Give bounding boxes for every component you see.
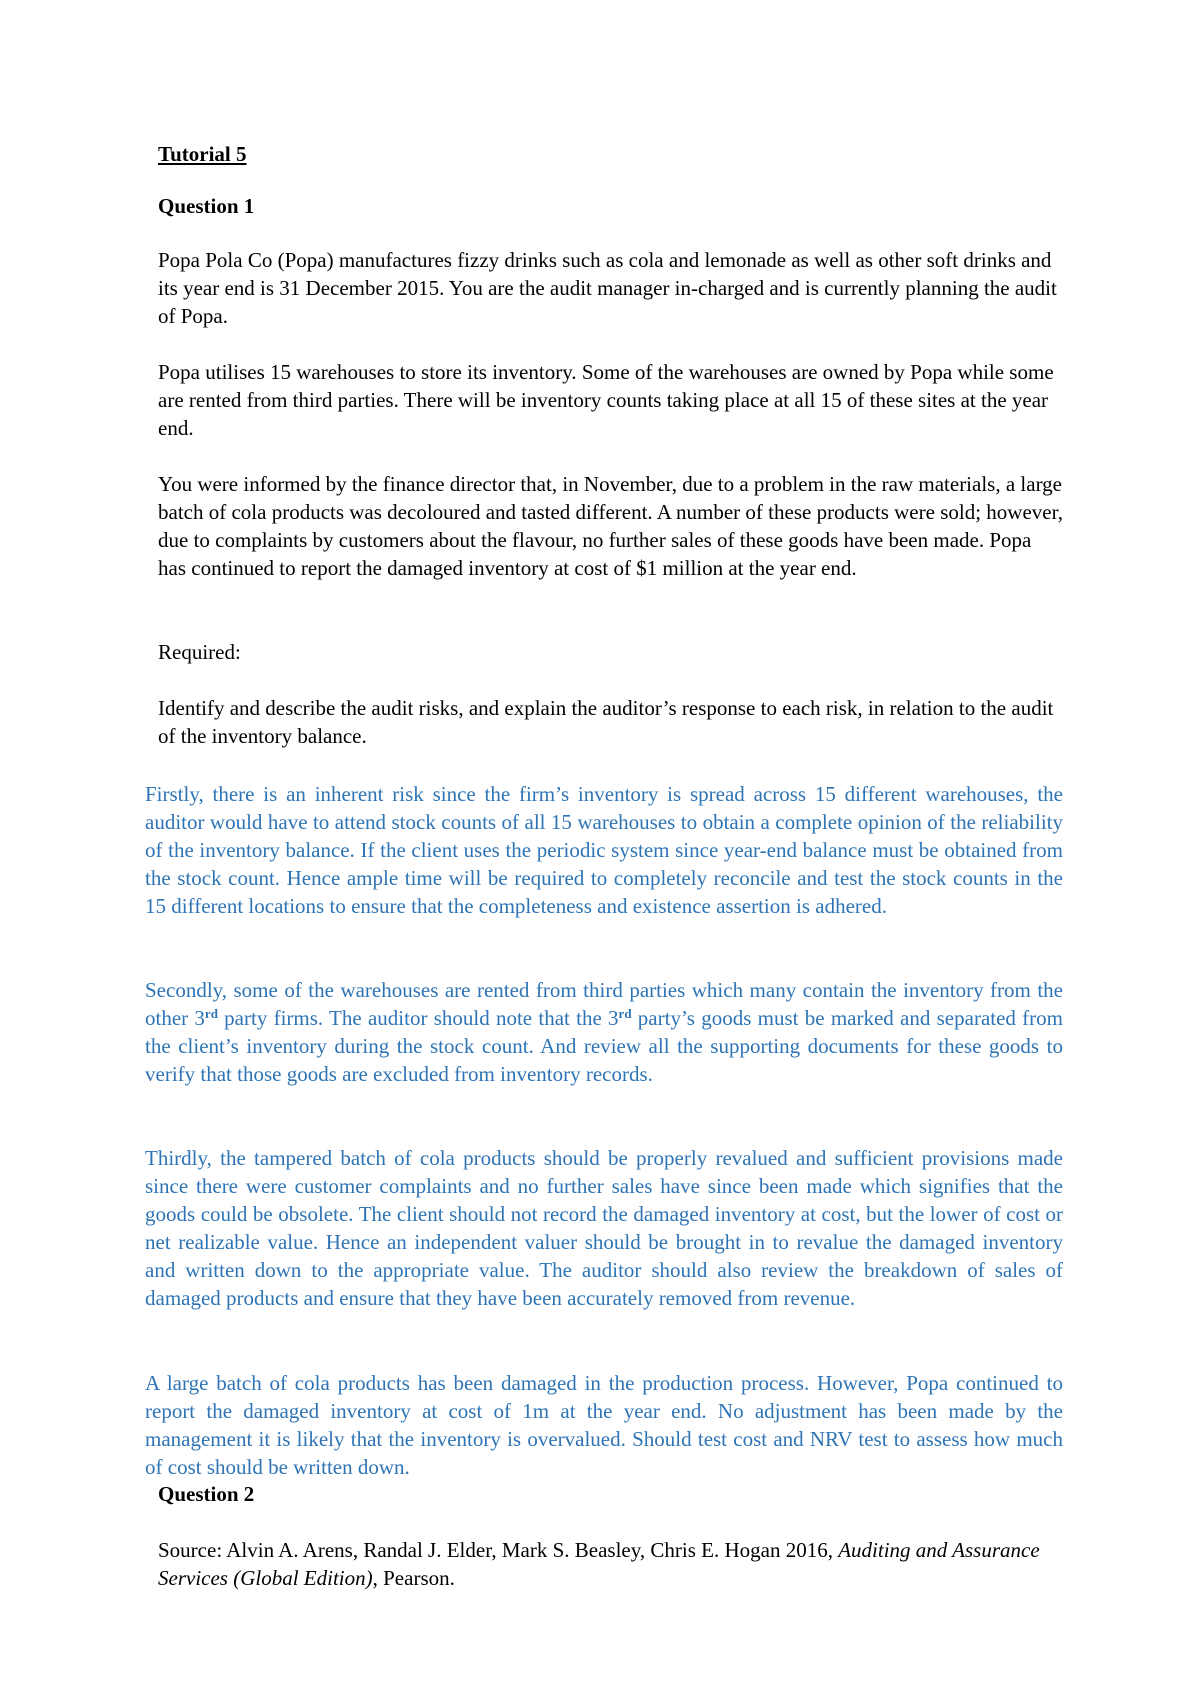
answer-2-sup-1: rd bbox=[204, 1006, 218, 1021]
required-label: Required: bbox=[158, 640, 241, 664]
answer-2-part-3: party’s goods must be marked and separated from the client’s inventory during the stock count. And review all the supporting documents for these goods to verify that those goods are excluded from inventory records. bbox=[145, 1006, 1064, 1086]
answer-paragraph-4 bbox=[145, 1369, 1063, 1481]
question2-source bbox=[158, 1536, 1063, 1592]
answer-4-text: A large batch of cola products has been damaged in the production process. However, Popa continued to report the damaged inventory at cost of 1m at the year end. No adjustment has been made by the management it is likely that the inventory is overvalued. Should test cost and NRV test to assess how much of cost should be written down. bbox=[145, 1371, 1063, 1479]
question1-text-3: You were informed by the finance director that, in November, due to a problem in the raw materials, a large batch of cola products was decoloured and tasted different. A number of these products were sold; however, due to complaints by customers about the flavour, no further sales of these goods have been made. Popa has continued to report the damaged inventory at cost of $1 million at the year end. bbox=[158, 472, 1063, 580]
answer-2-part-2: party firms. The auditor should note that the 3 bbox=[217, 1006, 619, 1030]
source-prefix: Source: Alvin A. Arens, Randal J. Elder, Mark S. Beasley, Chris E. Hogan 2016, bbox=[158, 1538, 839, 1562]
question2-heading-block bbox=[158, 1480, 1063, 1508]
question1-heading-block bbox=[158, 192, 1063, 220]
source-book-title: Auditing and Assurance Services (Global Edition) bbox=[158, 1538, 1040, 1590]
question1-paragraph-3 bbox=[158, 470, 1063, 582]
required-block bbox=[158, 638, 1063, 666]
answer-paragraph-3 bbox=[145, 1144, 1063, 1312]
tutorial-title-block bbox=[158, 140, 1063, 168]
answer-3-text: Thirdly, the tampered batch of cola products should be properly revalued and sufficient provisions made since there were customer complaints and no further sales have since been made which signifies that the goods could be obsolete. The client should not record the damaged inventory at cost, but the lower of cost or net realizable value. Hence an independent valuer should be brought in to revalue the damaged inventory and written down to the appropriate value. The auditor should also review the breakdown of sales of damaged products and ensure that they have been accurately removed from revenue. bbox=[145, 1146, 1063, 1310]
answer-paragraph-2 bbox=[145, 976, 1063, 1088]
requirement-text: Identify and describe the audit risks, and explain the auditor’s response to each risk, in relation to the audit of the inventory balance. bbox=[158, 696, 1054, 748]
answer-2-part-1: Secondly, some of the warehouses are rented from third parties which many contain the inventory from the other 3 bbox=[145, 978, 1063, 1030]
question1-paragraph-2 bbox=[158, 358, 1063, 442]
source-suffix: , Pearson. bbox=[372, 1566, 455, 1590]
question2-source-block bbox=[158, 1536, 1063, 1592]
answer-1-text: Firstly, there is an inherent risk since the firm’s inventory is spread across 15 different warehouses, the auditor would have to attend stock counts of all 15 warehouses to obtain a complete opinion of the reliability of the inventory balance. If the client uses the periodic system since year-end balance must be obtained from the stock count. Hence ample time will be required to completely reconcile and test the stock counts in the 15 different locations to ensure that the completeness and existence assertion is adhered. bbox=[145, 782, 1063, 918]
requirement-block bbox=[158, 694, 1063, 750]
tutorial-title: Tutorial 5 bbox=[158, 142, 247, 166]
answer-paragraph-1 bbox=[145, 780, 1063, 920]
question2-heading: Question 2 bbox=[158, 1482, 255, 1506]
question1-text-1: Popa Pola Co (Popa) manufactures fizzy drinks such as cola and lemonade as well as other soft drinks and its year end is 31 December 2015. You are the audit manager in-charged and is currently planning the audit of Popa. bbox=[158, 248, 1057, 328]
question1-heading: Question 1 bbox=[158, 194, 255, 218]
answer-2-sup-2: rd bbox=[618, 1006, 632, 1021]
answer-2-text bbox=[145, 976, 1063, 1088]
question1-text-2: Popa utilises 15 warehouses to store its inventory. Some of the warehouses are owned by Popa while some are rented from third parties. There will be inventory counts taking place at all 15 of these sites at the year end. bbox=[158, 360, 1054, 440]
question1-paragraph-1 bbox=[158, 246, 1063, 330]
